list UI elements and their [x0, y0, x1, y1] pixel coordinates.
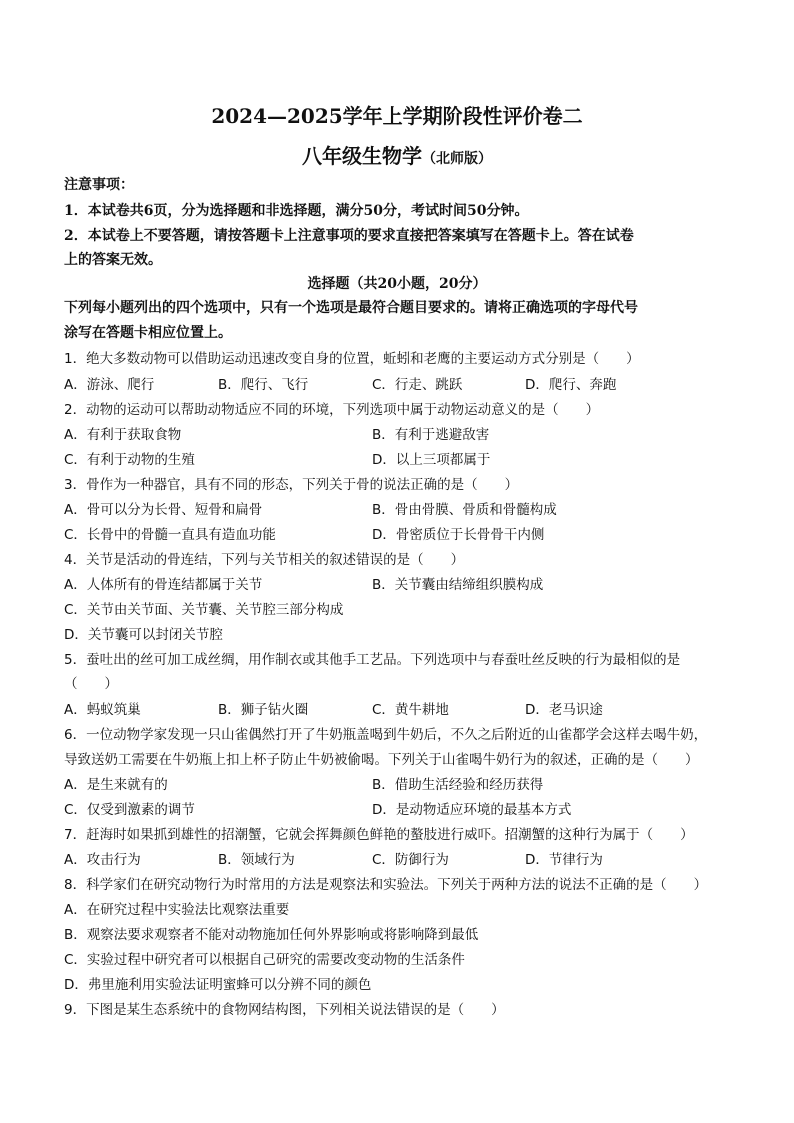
question-6-option-b: B．借助生活经验和经历获得: [372, 777, 544, 793]
section-instruction-line-2: 涂写在答题卡相应位置上。: [64, 325, 232, 341]
question-2-option-d: D．以上三项都属于: [372, 452, 491, 468]
question-4-option-a: A．人体所有的骨连结都属于关节: [64, 577, 263, 593]
question-8-option-d: D．弗里施利用实验法证明蜜蜂可以分辨不同的颜色: [64, 977, 372, 993]
question-1-option-c: C．行走、跳跃: [372, 377, 463, 393]
notes-item-1: 1．本试卷共6页，分为选择题和非选择题，满分50分，考试时间50分钟。: [64, 203, 529, 219]
question-1-option-a: A．游泳、爬行: [64, 377, 155, 393]
question-7-option-d: D．节律行为: [525, 852, 603, 868]
question-8-option-b: B．观察法要求观察者不能对动物施加任何外界影响或将影响降到最低: [64, 927, 479, 943]
question-5-option-b: B．狮子钻火圈: [218, 702, 309, 718]
notes-item-2-line-2: 上的答案无效。: [64, 252, 162, 268]
question-4-option-d: D．关节囊可以封闭关节腔: [64, 627, 223, 643]
notes-item-2-line-1: 2．本试卷上不要答题，请按答题卡上注意事项的要求直接把答案填写在答题卡上。答在试卷: [64, 228, 634, 244]
exam-title: 2024—2025学年上学期阶段性评价卷二: [211, 104, 583, 128]
question-2-stem: 2．动物的运动可以帮助动物适应不同的环境，下列选项中属于动物运动意义的是（ ）: [64, 402, 600, 418]
question-8-option-a: A．在研究过程中实验法比观察法重要: [64, 902, 290, 918]
question-5-stem-line-2: （ ）: [64, 676, 118, 692]
question-6-option-c: C．仅受到激素的调节: [64, 802, 195, 818]
question-4-option-c: C．关节由关节面、关节囊、关节腔三部分构成: [64, 602, 344, 618]
exam-subtitle: [0, 140, 794, 169]
question-9-stem: 9．下图是某生态系统中的食物网结构图，下列相关说法错误的是（ ）: [64, 1002, 505, 1018]
subject-name: 八年级生物学: [302, 144, 422, 168]
question-3-option-a: A．骨可以分为长骨、短骨和扁骨: [64, 502, 263, 518]
question-3-stem: 3．骨作为一种器官，具有不同的形态，下列关于骨的说法正确的是（ ）: [64, 477, 519, 493]
question-1-stem: 1．绝大多数动物可以借助运动迅速改变自身的位置，蚯蚓和老鹰的主要运动方式分别是（ ）: [64, 351, 640, 367]
question-6-stem-line-1: 6．一位动物学家发现一只山雀偶然打开了牛奶瓶盖喝到牛奶后，不久之后附近的山雀都学会这样去喝牛奶，: [64, 727, 708, 743]
question-6-option-a: A．是生来就有的: [64, 777, 168, 793]
question-2-option-b: B．有利于逃避敌害: [372, 427, 490, 443]
question-1-option-d: D．爬行、奔跑: [525, 377, 617, 393]
question-5-option-d: D．老马识途: [525, 702, 603, 718]
question-6-option-d: D．是动物适应环境的最基本方式: [372, 802, 572, 818]
question-2-option-a: A．有利于获取食物: [64, 427, 182, 443]
question-3-option-b: B．骨由骨膜、骨质和骨髓构成: [372, 502, 557, 518]
edition-label: （北师版）: [422, 151, 492, 167]
section-instruction-line-1: 下列每小题列出的四个选项中，只有一个选项是最符合题目要求的。请将正确选项的字母代号: [64, 300, 638, 316]
question-4-option-b: B．关节囊由结缔组织膜构成: [372, 577, 544, 593]
question-2-option-c: C．有利于动物的生殖: [64, 452, 195, 468]
question-3-option-c: C．长骨中的骨髓一直具有造血功能: [64, 527, 276, 543]
question-8-stem: 8．科学家们在研究动物行为时常用的方法是观察法和实验法。下列关于两种方法的说法不正确的是（ ）: [64, 877, 708, 893]
notes-heading: 注意事项：: [64, 177, 134, 193]
question-1-option-b: B．爬行、飞行: [218, 377, 309, 393]
question-5-option-c: C．黄牛耕地: [372, 702, 449, 718]
question-4-stem: 4．关节是活动的骨连结，下列与关节相关的叙述错误的是（ ）: [64, 552, 465, 568]
question-5-option-a: A．蚂蚁筑巢: [64, 702, 141, 718]
question-3-option-d: D．骨密质位于长骨骨干内侧: [372, 527, 545, 543]
question-7-stem: 7．赶海时如果抓到雄性的招潮蟹，它就会挥舞颜色鲜艳的螯肢进行威吓。招潮蟹的这种行为属于（ ）: [64, 827, 694, 843]
question-7-option-a: A．攻击行为: [64, 852, 141, 868]
question-6-stem-line-2: 导致送奶工需要在牛奶瓶上扣上杯子防止牛奶被偷喝。下列关于山雀喝牛奶行为的叙述，正确的是（ ）: [64, 752, 699, 768]
question-8-option-c: C．实验过程中研究者可以根据自己研究的需要改变动物的生活条件: [64, 952, 465, 968]
question-7-option-c: C．防御行为: [372, 852, 449, 868]
section-heading: 选择题（共20小题，20分）: [307, 276, 487, 292]
question-7-option-b: B．领域行为: [218, 852, 295, 868]
question-5-stem-line-1: 5．蚕吐出的丝可加工成丝绸，用作制衣或其他手工艺品。下列选项中与春蚕吐丝反映的行为最相似的是: [64, 652, 681, 668]
